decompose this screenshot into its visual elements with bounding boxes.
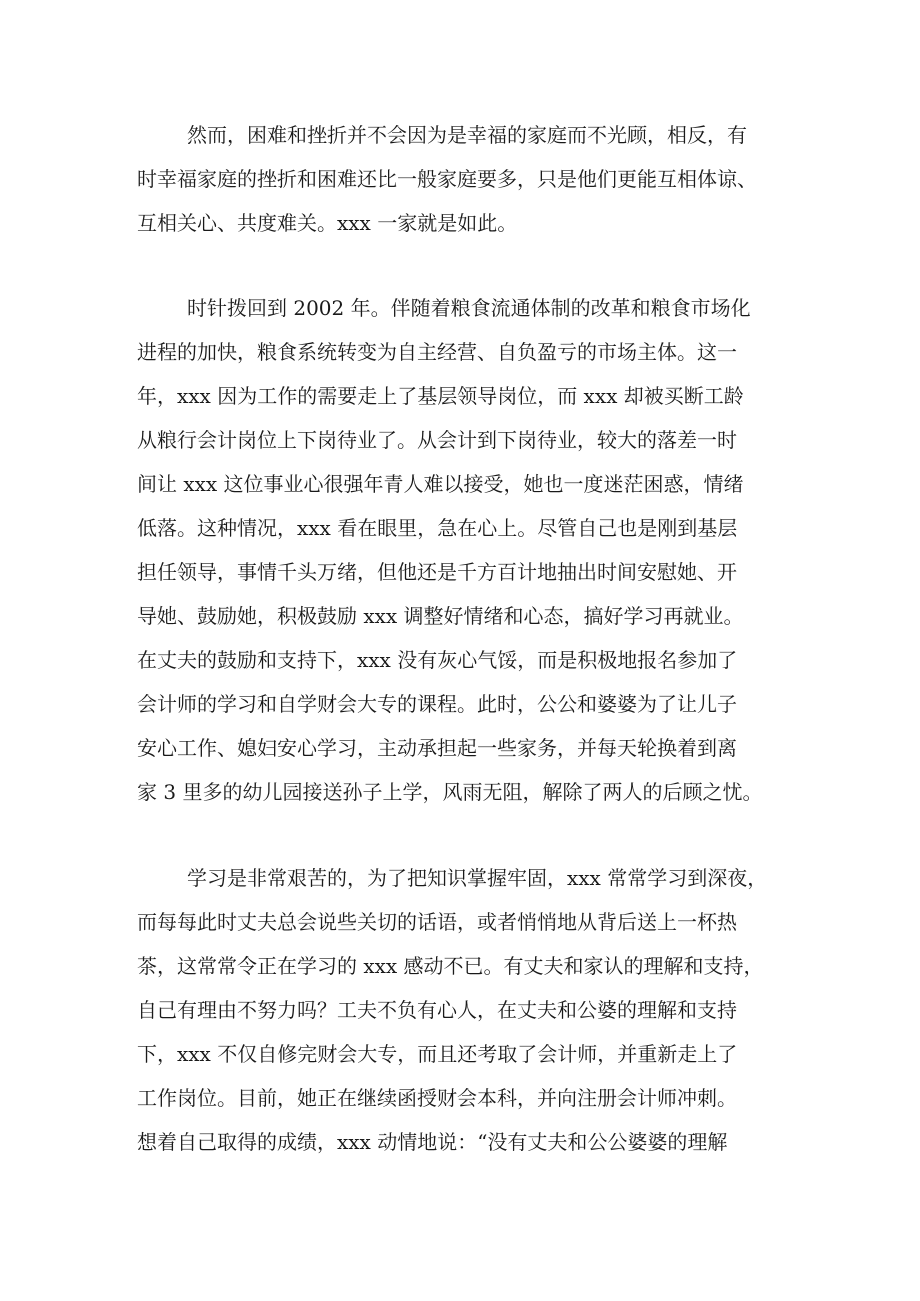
paragraph-1-line-2: 时幸福家庭的挫折和困难还比一般家庭要多，只是他们更能互相体谅、 bbox=[137, 167, 757, 191]
paragraph-2-line-7: 担任领导，事情千头万绪，但他还是千方百计地抽出时间安慰她、开 bbox=[137, 560, 737, 584]
paragraph-2-line-5: 间让 xxx 这位事业心很强年青人难以接受，她也一度迷茫困惑，情绪 bbox=[137, 472, 744, 496]
paragraph-2-line-9: 在丈夫的鼓励和支持下，xxx 没有灰心气馁，而是积极地报名参加了 bbox=[137, 648, 738, 672]
paragraph-3-line-4: 自己有理由不努力吗？工夫不负有心人，在丈夫和公婆的理解和支持 bbox=[137, 998, 737, 1022]
paragraph-1-line-3: 互相关心、共度难关。xxx 一家就是如此。 bbox=[137, 211, 518, 235]
paragraph-2-line-12: 家 3 里多的幼儿园接送孙子上学，风雨无阻，解除了两人的后顾之忧。 bbox=[137, 780, 763, 804]
paragraph-2-line-8: 导她、鼓励她，积极鼓励 xxx 调整好情绪和心态，搞好学习再就业。 bbox=[137, 604, 744, 628]
paragraph-2-line-1: 时针拨回到 2002 年。伴随着粮食流通体制的改革和粮食市场化 bbox=[187, 296, 751, 320]
paragraph-2-line-10: 会计师的学习和自学财会大专的课程。此时，公公和婆婆为了让儿子 bbox=[137, 692, 737, 716]
paragraph-2-line-2: 进程的加快，粮食系统转变为自主经营、自负盈亏的市场主体。这一 bbox=[137, 340, 737, 364]
paragraph-2-line-4: 从粮行会计岗位上下岗待业了。从会计到下岗待业，较大的落差一时 bbox=[137, 428, 737, 452]
paragraph-1-line-1: 然而，困难和挫折并不会因为是幸福的家庭而不光顾，相反，有 bbox=[187, 123, 747, 147]
paragraph-2-line-11: 安心工作、媳妇安心学习，主动承担起一些家务，并每天轮换着到离 bbox=[137, 736, 737, 760]
paragraph-3-line-3: 茶，这常常令正在学习的 xxx 感动不已。有丈夫和家认的理解和支持， bbox=[137, 954, 764, 978]
paragraph-3-line-1: 学习是非常艰苦的，为了把知识掌握牢固，xxx 常常学习到深夜， bbox=[187, 866, 768, 890]
paragraph-3-line-6: 工作岗位。目前，她正在继续函授财会本科，并向注册会计师冲刺。 bbox=[137, 1086, 737, 1110]
paragraph-3-line-5: 下，xxx 不仅自修完财会大专，而且还考取了会计师，并重新走上了 bbox=[137, 1042, 738, 1066]
paragraph-2-line-3: 年，xxx 因为工作的需要走上了基层领导岗位，而 xxx 却被买断工龄 bbox=[137, 384, 744, 408]
paragraph-3-line-2: 而每每此时丈夫总会说些关切的话语，或者悄悄地从背后送上一杯热 bbox=[137, 910, 737, 934]
paragraph-3-line-7: 想着自己取得的成绩，xxx 动情地说：“没有丈夫和公公婆婆的理解 bbox=[137, 1130, 728, 1154]
paragraph-2-line-6: 低落。这种情况，xxx 看在眼里，急在心上。尽管自己也是刚到基层 bbox=[137, 516, 738, 540]
